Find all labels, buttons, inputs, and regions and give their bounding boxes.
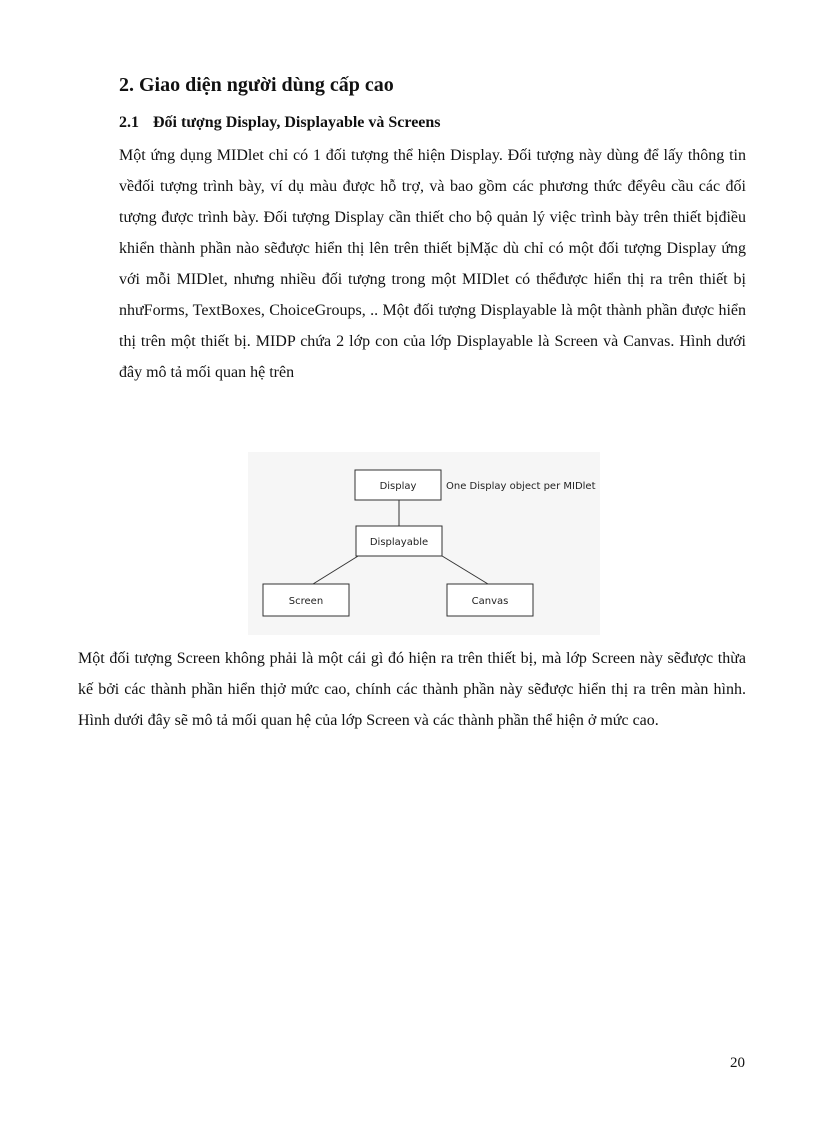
subsection-heading — [119, 114, 441, 132]
section-heading: 2. Giao diện người dùng cấp cao — [119, 74, 394, 96]
displayable-label: Displayable — [369, 537, 429, 548]
diagram-svg — [248, 452, 600, 635]
intro-paragraph: Một ứng dụng MIDlet chỉ có 1 đối tượng thể hiện Display. Đối tượng này dùng để lấy thông tin vềđối tượng trình bày, ví dụ màu được hỗ trợ, và bao gồm các phương thức đểyêu cầu các đối tượng được trình bày. Đối tượng Display cần thiết cho bộ quản lý việc trình bày trên thiết bịđiều khiển thành phần nào sẽđược hiển thị lên trên thiết bịMặc dù chỉ có một đối tượng Display ứng với mỗi MIDlet, nhưng nhiều đối tượng trong một MIDlet có thểđược hiển thị ra trên thiết bị nhưForms, TextBoxes, ChoiceGroups, .. Một đối tượng Displayable là một thành phần được hiển thị trên một thiết bị. MIDP chứa 2 lớp con của lớp Displayable là Screen và Canvas. Hình dưới đây mô tả mối quan hệ trên — [119, 147, 746, 381]
subsection-title: Đối tượng Display, Displayable và Screens — [153, 114, 441, 131]
display-label: Display — [379, 481, 417, 492]
canvas-label: Canvas — [471, 596, 509, 607]
display-annotation: One Display object per MIDlet — [446, 481, 596, 492]
class-hierarchy-diagram — [248, 452, 600, 635]
subsection-number: 2.1 — [119, 114, 139, 131]
page-number: 20 — [730, 1055, 745, 1071]
screen-label: Screen — [288, 596, 324, 607]
screen-paragraph: Một đối tượng Screen không phải là một cái gì đó hiện ra trên thiết bị, mà lớp Screen này sẽđược thừa kế bởi các thành phần hiển thịở mức cao, chính các thành phần này sẽđược hiển thị ra trên màn hình. Hình dưới đây sẽ mô tả mối quan hệ của lớp Screen và các thành phần thể hiện ở mức cao. — [78, 650, 746, 729]
